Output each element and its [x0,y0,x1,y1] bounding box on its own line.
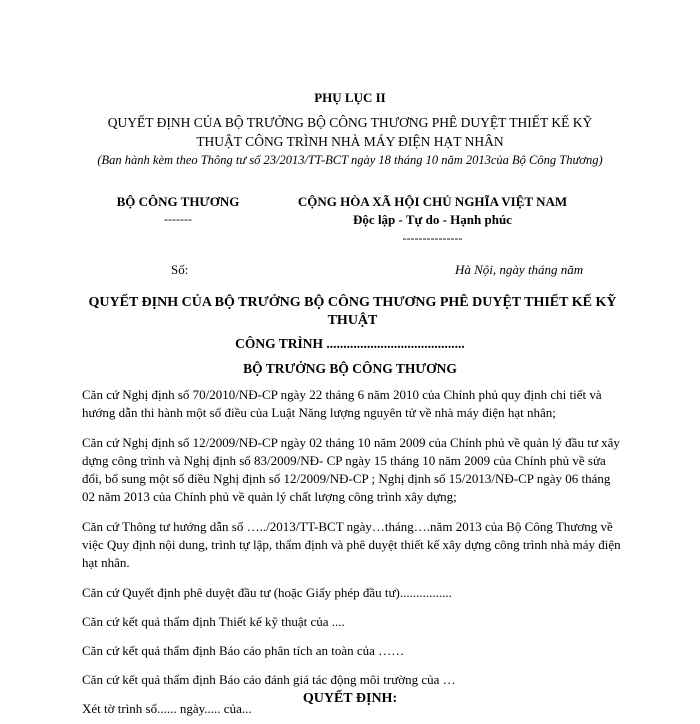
paragraph: Căn cứ Nghị định số 70/2010/NĐ-CP ngày 22 tháng 6 năm 2010 của Chính phủ quy định chi tiết và hướng dẫn thi hành một số điều của Luật Năng lượng nguyên tử về nhà máy điện hạt nhân; [82,387,602,420]
paragraph: Căn cứ kết quả thẩm định Báo cáo phân tích an toàn của …… [82,643,405,658]
minister-line: BỘ TRƯỞNG BỘ CÔNG THƯƠNG [243,361,457,376]
motto-divider: --------------- [402,231,463,245]
decides-heading: QUYẾT ĐỊNH: [302,691,398,706]
ministry-name: BỘ CÔNG THƯƠNG [116,194,240,209]
paragraph: Căn cứ Nghị định số 12/2009/NĐ-CP ngày 02 tháng 10 năm 2009 của Chính phủ về quản lý đầu tư xây dựng công trình và Nghị định số 83/2009/NĐ- CP ngày 15 tháng 10 năm 2009 của Chính phủ về sửa đổi, bổ sung một số điều Nghị định số 12/2009/NĐ-CP ; Nghị định số 15/2013/NĐ-CP ngày 06 tháng 02 năm 2013 của Chính phủ về quản lý chất lượng công trình xây dựng; [82,435,620,504]
annex-heading: QUYẾT ĐỊNH CỦA BỘ TRƯỞNG BỘ CÔNG THƯƠNG PHÊ DUYỆT THIẾT KẾ KỸ THUẬT CÔNG TRÌNH NHÀ MÁY ĐIỆN HẠT NHÂN [107,115,593,149]
paragraph: Căn cứ kết quả thẩm định Thiết kế kỹ thuật của .... [82,614,345,629]
paragraph: Xét tờ trình số...... ngày..... của... [82,701,252,716]
document-number-label: Số: [171,262,189,277]
annex-note: (Ban hành kèm theo Thông tư số 23/2013/TT-BCT ngày 18 tháng 10 năm 2013của Bộ Công Thương) [97,153,603,167]
place-date: Hà Nội, ngày tháng năm [455,262,584,277]
document-body [82,386,622,724]
project-line: CÔNG TRÌNH ......................................... [235,336,465,351]
national-title: CỘNG HÒA XÃ HỘI CHỦ NGHĨA VIỆT NAM [297,194,568,209]
paragraph: Căn cứ kết quả thẩm định Báo cáo đánh giá tác động môi trường của … [82,672,456,687]
decision-title: QUYẾT ĐỊNH CỦA BỘ TRƯỞNG BỘ CÔNG THƯƠNG PHÊ DUYỆT THIẾT KẾ KỸ THUẬT [88,295,617,328]
ministry-divider: ------- [164,212,192,226]
annex-title: PHỤ LỤC II [314,90,386,105]
national-motto: Độc lập - Tự do - Hạnh phúc [353,212,512,227]
paragraph: Căn cứ Thông tư hướng dẫn số …../2013/TT-BCT ngày…tháng….năm 2013 của Bộ Công Thương về việc Quy định nội dung, trình tự lập, thẩm định và phê duyệt thiết kế xây dựng công trình nhà máy điện hạt nhân. [82,519,621,570]
paragraph: Căn cứ Quyết định phê duyệt đầu tư (hoặc Giấy phép đầu tư)................ [82,585,452,600]
